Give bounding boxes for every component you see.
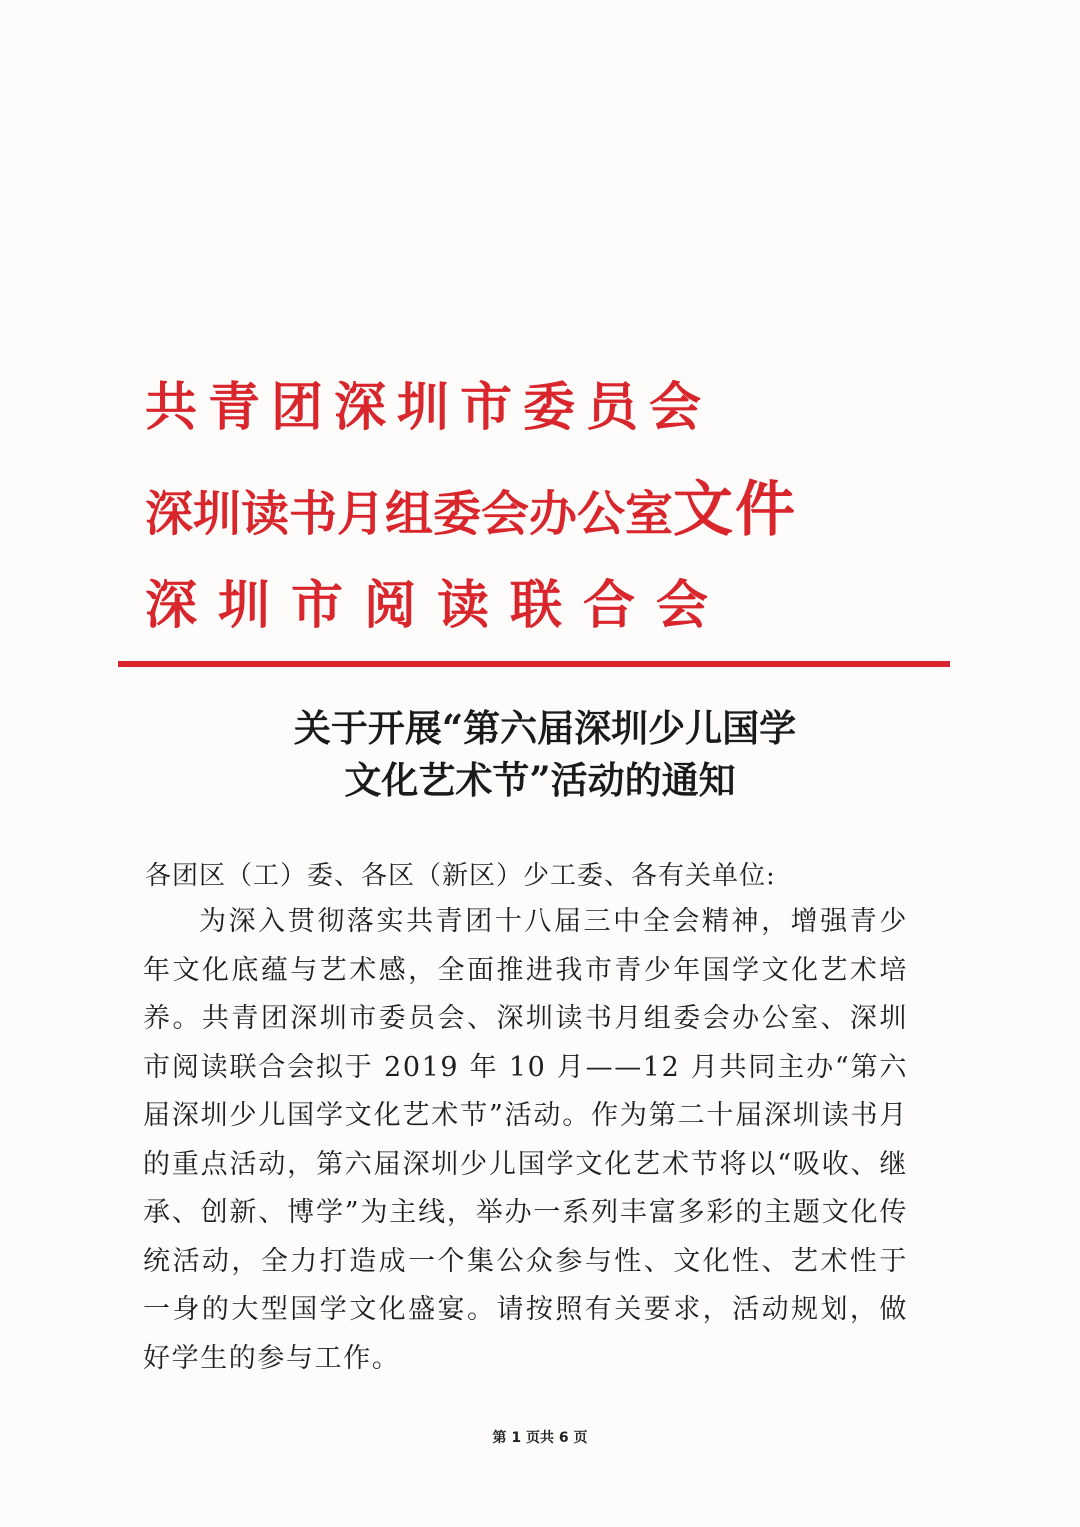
body-paragraph: 为深入贯彻落实共青团十八届三中全会精神，增强青少年文化底蕴与艺术感，全面推进我市青少年国学文化艺术培养。共青团深圳市委员会、深圳读书月组委会办公室、深圳市阅读联合会拟于 2019 年 10 月——12 月共同主办“第六届深圳少儿国学文化艺术节”活动。作为第二十届深圳读书月的重点活动，第六届深圳少儿国学文化艺术节将以“吸收、继承、创新、博学”为主线，举办一系列丰富多彩的主题文化传统活动，全力打造成一个集公众参与性、文化性、艺术性于一身的大型国学文化盛宴。请按照有关要求，活动规划，做好学生的参与工作。 xyxy=(143,906,908,1374)
issuer-line-3: 深圳市阅读联合会 xyxy=(145,576,730,636)
issuer-line-1: 共青团深圳市委员会 xyxy=(145,378,713,438)
issuer-line-2 xyxy=(145,475,798,545)
red-header-rule xyxy=(118,661,950,667)
document-type-label: 文件 xyxy=(673,475,798,545)
notice-title-line-2: 文化艺术节”活动的通知 xyxy=(344,758,736,802)
notice-title-line-1: 关于开展“第六届深圳少儿国学 xyxy=(293,706,797,750)
issuer-line-2-text: 深圳读书月组委会办公室 xyxy=(145,486,674,542)
addressee-line: 各团区（工）委、各区（新区）少工委、各有关单位: xyxy=(145,861,776,891)
page-number-footer: 第 1 页共 6 页 xyxy=(492,1430,588,1446)
